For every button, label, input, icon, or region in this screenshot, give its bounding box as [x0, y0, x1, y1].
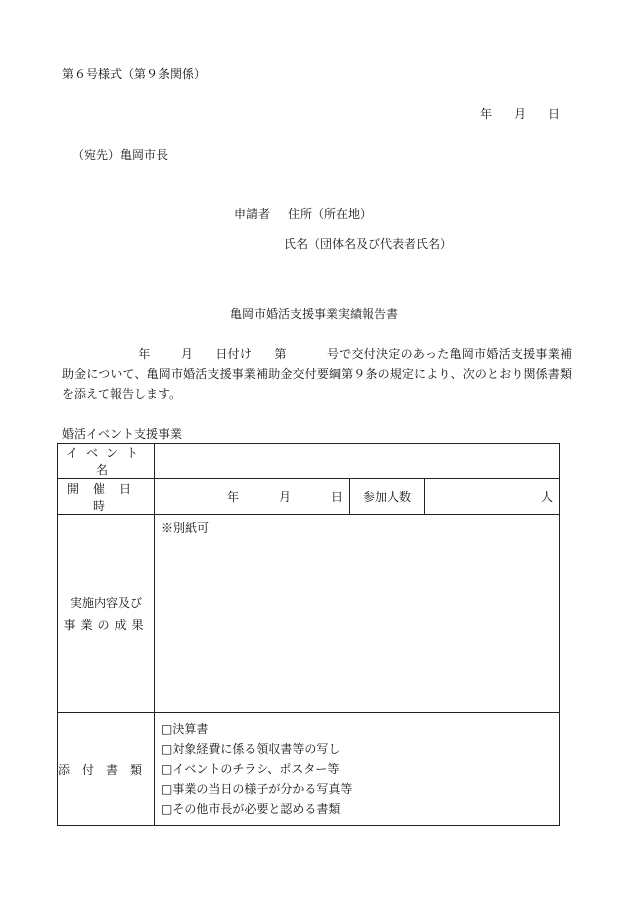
body-number-prefix: 第	[274, 347, 287, 361]
date-year-label: 年	[480, 107, 493, 121]
date-day-label: 日	[548, 107, 561, 121]
body-year: 年	[138, 347, 151, 361]
document-title: 亀岡市婚活支援事業実績報告書	[230, 307, 399, 321]
event-date-field[interactable]	[155, 479, 350, 515]
content-label-line1: 実施内容及び	[69, 595, 142, 610]
section-title: 婚活イベント支援事業	[62, 427, 183, 441]
date-month-label: 月	[514, 107, 527, 121]
applicant-address-row	[234, 206, 372, 222]
attachment-item[interactable]: □決算書	[161, 722, 209, 736]
attachments-label-cell	[58, 713, 155, 826]
participants-label: 参加人数	[350, 479, 425, 515]
body-day-dated: 日付け	[215, 347, 253, 361]
attachment-item[interactable]: □対象経費に係る領収書等の写し	[161, 742, 341, 756]
attachments-row	[58, 713, 560, 826]
attachments-label: 添付書類	[58, 762, 155, 777]
report-table	[57, 443, 560, 826]
address-label: 住所（所在地）	[288, 207, 373, 221]
applicant-label: 申請者	[234, 207, 271, 221]
content-note: ※別紙可	[161, 521, 210, 535]
body-paragraph	[62, 344, 572, 404]
event-date-label: 開催日時	[66, 481, 145, 513]
event-date-day: 日	[330, 490, 343, 504]
date-line	[480, 106, 560, 122]
event-date-month: 月	[278, 490, 291, 504]
addressee: （宛先）亀岡市長	[72, 148, 169, 162]
date-label-cell	[58, 479, 155, 515]
form-number: 第６号様式（第９条関係）	[62, 67, 207, 81]
attachments-list	[155, 713, 560, 826]
content-field[interactable]	[155, 515, 560, 713]
participants-unit: 人	[541, 490, 554, 504]
body-month: 月	[180, 347, 194, 361]
attachment-item[interactable]: □イベントのチラシ、ポスター等	[161, 762, 340, 776]
date-row	[58, 479, 560, 515]
attachment-item[interactable]: □事業の当日の様子が分かる写真等	[161, 782, 353, 796]
event-name-label: イベント名	[65, 446, 146, 477]
applicant-name-label: 氏名（団体名及び代表者氏名）	[284, 237, 453, 251]
event-name-row	[58, 444, 560, 479]
attachment-item[interactable]: □その他市長が必要と認める書類	[161, 802, 341, 816]
event-name-label-cell	[58, 444, 155, 479]
event-date-year: 年	[226, 490, 239, 504]
content-label-line2: 事業の成果	[63, 617, 149, 632]
participants-field[interactable]	[425, 479, 560, 515]
body-text: 号で交付決定のあった亀岡市婚活支援事業補助金について、亀岡市婚活支援事業補助金交付要綱第９条の規定により、次のとおり関係書類を添えて報告します。	[62, 347, 572, 401]
content-row	[58, 515, 560, 713]
content-label-cell	[58, 515, 155, 713]
event-name-field[interactable]	[155, 444, 560, 479]
